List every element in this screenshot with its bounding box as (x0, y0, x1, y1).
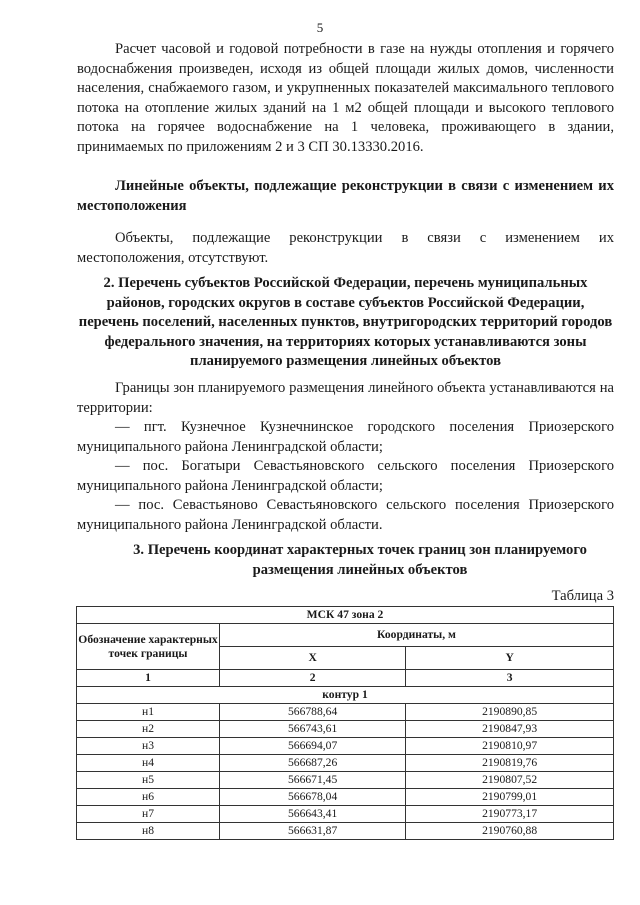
coords-column-header: Координаты, м (220, 624, 614, 647)
gas-demand-paragraph: Расчет часовой и годовой потребности в газе на нужды отопления и горячего водоснабжения произведен, исходя из общей площади жилых домов, численности населения, снабжаемого газом, и укрупненных показателей максимального теплового потока на отопление жилых зданий на 1 м2 общей площади и высокого теплового потока на горячее водоснабжение на 1 человека, проживающего в здании, принимаемых по приложениям 2 и 3 СП 30.13330.2016. (77, 41, 614, 155)
y-cell: 2190890,85 (406, 704, 614, 721)
table-row (77, 772, 614, 789)
x-cell: 566643,41 (220, 806, 406, 823)
column-number: 1 (77, 670, 220, 687)
x-cell: 566694,07 (220, 738, 406, 755)
x-cell: 566743,61 (220, 721, 406, 738)
territory-list-item: — пос. Богатыри Севастьяновского сельского поселения Приозерского муниципального района Ленинградской области; (77, 458, 614, 494)
section-3-title: 3. Перечень координат характерных точек границ зон планируемого размещения линейных объектов (133, 542, 587, 578)
point-cell: н2 (77, 721, 220, 738)
coordinates-table (76, 606, 614, 840)
table-row (77, 823, 614, 840)
table-caption: Таблица 3 (551, 588, 614, 604)
x-cell: 566631,87 (220, 823, 406, 840)
reconstruction-paragraph: Объекты, подлежащие реконструкции в связи с изменением их местоположения, отсутствуют. (77, 230, 614, 266)
territory-list-item: — пос. Севастьяново Севастьяновского сельского поселения Приозерского муниципального района Ленинградской области. (77, 497, 614, 533)
y-column-header: Y (406, 647, 614, 670)
territory-list-item: — пгт. Кузнечное Кузнечнинское городского поселения Приозерского муниципального района Ленинградской области; (77, 419, 614, 455)
column-number: 2 (220, 670, 406, 687)
page-number: 5 (316, 20, 324, 35)
y-cell: 2190799,01 (406, 789, 614, 806)
y-cell: 2190760,88 (406, 823, 614, 840)
point-cell: н5 (77, 772, 220, 789)
territory-list (77, 418, 614, 535)
table-row (77, 806, 614, 823)
column-number: 3 (406, 670, 614, 687)
zone-header: МСК 47 зона 2 (77, 607, 614, 624)
y-cell: 2190847,93 (406, 721, 614, 738)
table-row (77, 738, 614, 755)
x-column-header: X (220, 647, 406, 670)
y-cell: 2190807,52 (406, 772, 614, 789)
x-cell: 566671,45 (220, 772, 406, 789)
y-cell: 2190819,76 (406, 755, 614, 772)
y-cell: 2190810,97 (406, 738, 614, 755)
point-cell: н4 (77, 755, 220, 772)
y-cell: 2190773,17 (406, 806, 614, 823)
territory-intro-paragraph: Границы зон планируемого размещения линейного объекта устанавливаются на территории: (77, 380, 614, 416)
point-cell: н6 (77, 789, 220, 806)
table-row (77, 721, 614, 738)
x-cell: 566788,64 (220, 704, 406, 721)
section-2-title: 2. Перечень субъектов Российской Федерации, перечень муниципальных районов, городских округов в составе субъектов Российской Федерации, перечень поселений, населенных пунктов, внутригородских территорий городов федерального значения, на территориях которых устанавливаются зоны планируемого размещения линейных объектов (78, 275, 613, 369)
point-cell: н8 (77, 823, 220, 840)
x-cell: 566687,26 (220, 755, 406, 772)
point-cell: н7 (77, 806, 220, 823)
contour-label: контур 1 (77, 687, 614, 704)
x-cell: 566678,04 (220, 789, 406, 806)
point-column-header: Обозначение характерных точек границы (77, 624, 220, 670)
table-row (77, 755, 614, 772)
point-cell: н1 (77, 704, 220, 721)
table-row (77, 789, 614, 806)
linear-objects-heading: Линейные объекты, подлежащие реконструкции в связи с изменением их местоположения (77, 178, 614, 214)
point-cell: н3 (77, 738, 220, 755)
table-row (77, 704, 614, 721)
